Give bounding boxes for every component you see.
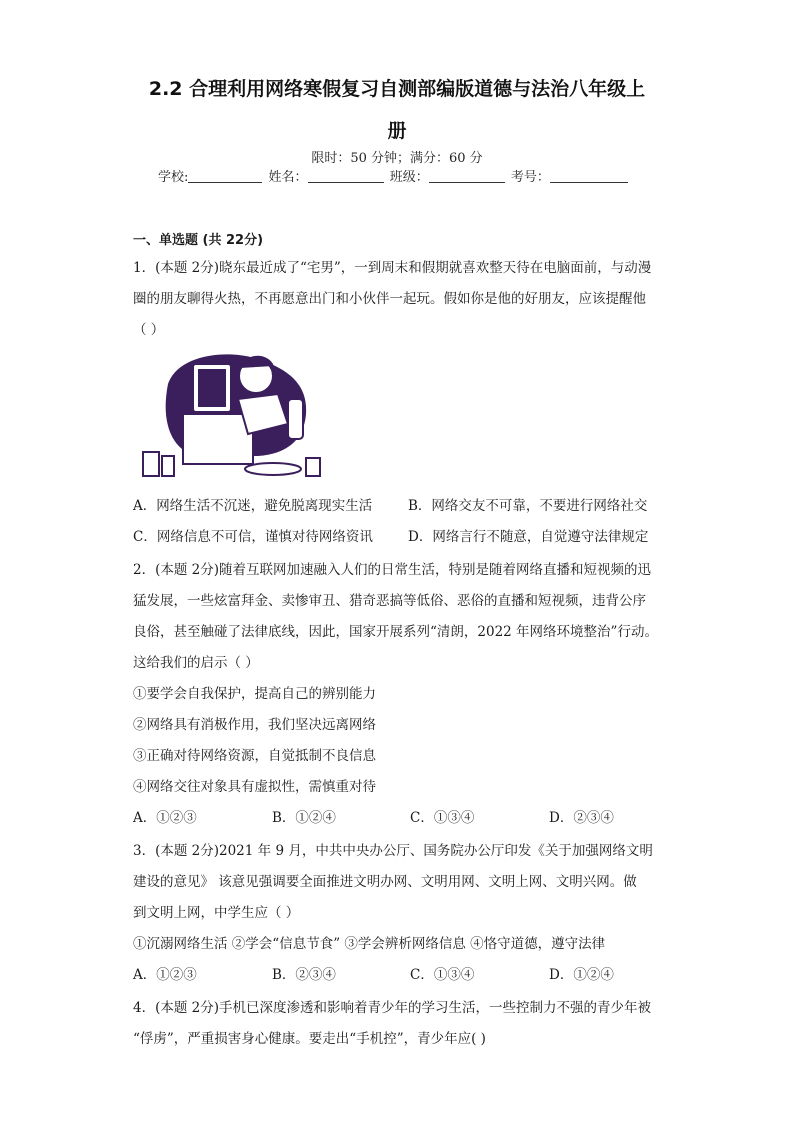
q3-option-a[interactable]: A．①②③ xyxy=(133,967,197,983)
q1-line: 圈的朋友聊得火热，不再愿意出门和小伙伴一起玩。假如你是他的好朋友，应该提醒他 xyxy=(133,291,646,307)
q2-item: ④网络交往对象具有虚拟性，需慎重对待 xyxy=(133,779,376,795)
q2-line: 2．(本题 2分)随着互联网加速融入人们的日常生活，特别是随着网络直播和短视频的迅 xyxy=(133,562,652,578)
q3-option-d[interactable]: D．①②④ xyxy=(549,967,614,983)
q2-item: ②网络具有消极作用，我们坚决远离网络 xyxy=(133,717,376,733)
student-info-fields xyxy=(158,166,630,185)
q3-option-c[interactable]: C．①③④ xyxy=(410,967,475,983)
q2-item: ③正确对待网络资源，自觉抵制不良信息 xyxy=(133,748,376,764)
class-blank[interactable] xyxy=(429,169,505,183)
q2-line: 猛发展，一些炫富拜金、卖惨审丑、猎奇恶搞等低俗、恶俗的直播和短视频，违背公序 xyxy=(133,593,646,609)
q1-line: （ ） xyxy=(133,322,165,338)
q1-option-c[interactable]: C．网络信息不可信，谨慎对待网络资讯 xyxy=(133,529,373,545)
q3-line: 建设的意见》 该意见强调要全面推进文明办网、文明用网、文明上网、文明兴网。做 xyxy=(133,874,637,890)
school-label: 学校: xyxy=(158,170,189,185)
q1-option-d[interactable]: D．网络言行不随意，自觉遵守法律规定 xyxy=(408,529,649,545)
school-blank[interactable] xyxy=(188,169,262,183)
name-blank[interactable] xyxy=(308,169,384,183)
q3-line: 3．(本题 2分)2021 年 9 月，中共中央办公厅、国务院办公厅印发《关于加强网络文明 xyxy=(133,843,653,859)
q4-line: 4．(本题 2分)手机已深度渗透和影响着青少年的学习生活，一些控制力不强的青少年被 xyxy=(133,1000,652,1016)
page-title-continued: 册 xyxy=(387,120,407,142)
q2-option-b[interactable]: B．①②④ xyxy=(272,810,336,826)
q2-option-a[interactable]: A．①②③ xyxy=(133,810,197,826)
q2-line: 良俗，甚至触碰了法律底线，因此，国家开展系列“清朗，2022 年网络环境整治”行动。 xyxy=(133,624,658,640)
exam-time-score: 限时：50 分钟；满分：60 分 xyxy=(311,151,483,166)
q4-line: “俘虏”，严重损害身心健康。要走出“手机控”，青少年应( ) xyxy=(133,1031,486,1047)
number-blank[interactable] xyxy=(550,169,628,183)
page-title: 2.2 合理利用网络寒假复习自测部编版道德与法治八年级上 xyxy=(148,78,646,100)
q3-option-b[interactable]: B．②③④ xyxy=(272,967,336,983)
gamer-illustration xyxy=(138,344,328,482)
q2-item: ①要学会自我保护，提高自己的辨别能力 xyxy=(133,686,376,702)
name-label: 姓名： xyxy=(268,170,308,185)
q3-items: ①沉溺网络生活 ②学会“信息节食” ③学会辨析网络信息 ④恪守道德，遵守法律 xyxy=(133,936,606,952)
q1-option-b[interactable]: B．网络交友不可靠，不要进行网络社交 xyxy=(408,498,648,514)
q2-option-d[interactable]: D．②③④ xyxy=(549,810,614,826)
q3-line: 到文明上网，中学生应（ ） xyxy=(133,905,300,921)
section-heading: 一、单选题 (共 22分) xyxy=(133,233,264,248)
q1-line: 1．(本题 2分)晓东最近成了“宅男”，一到周末和假期就喜欢整天待在电脑面前，与动漫 xyxy=(133,260,652,276)
number-label: 考号： xyxy=(510,170,550,185)
q1-option-a[interactable]: A．网络生活不沉迷，避免脱离现实生活 xyxy=(133,498,373,514)
class-label: 班级： xyxy=(389,170,429,185)
q2-line: 这给我们的启示（ ） xyxy=(133,655,259,671)
q2-option-c[interactable]: C．①③④ xyxy=(410,810,475,826)
